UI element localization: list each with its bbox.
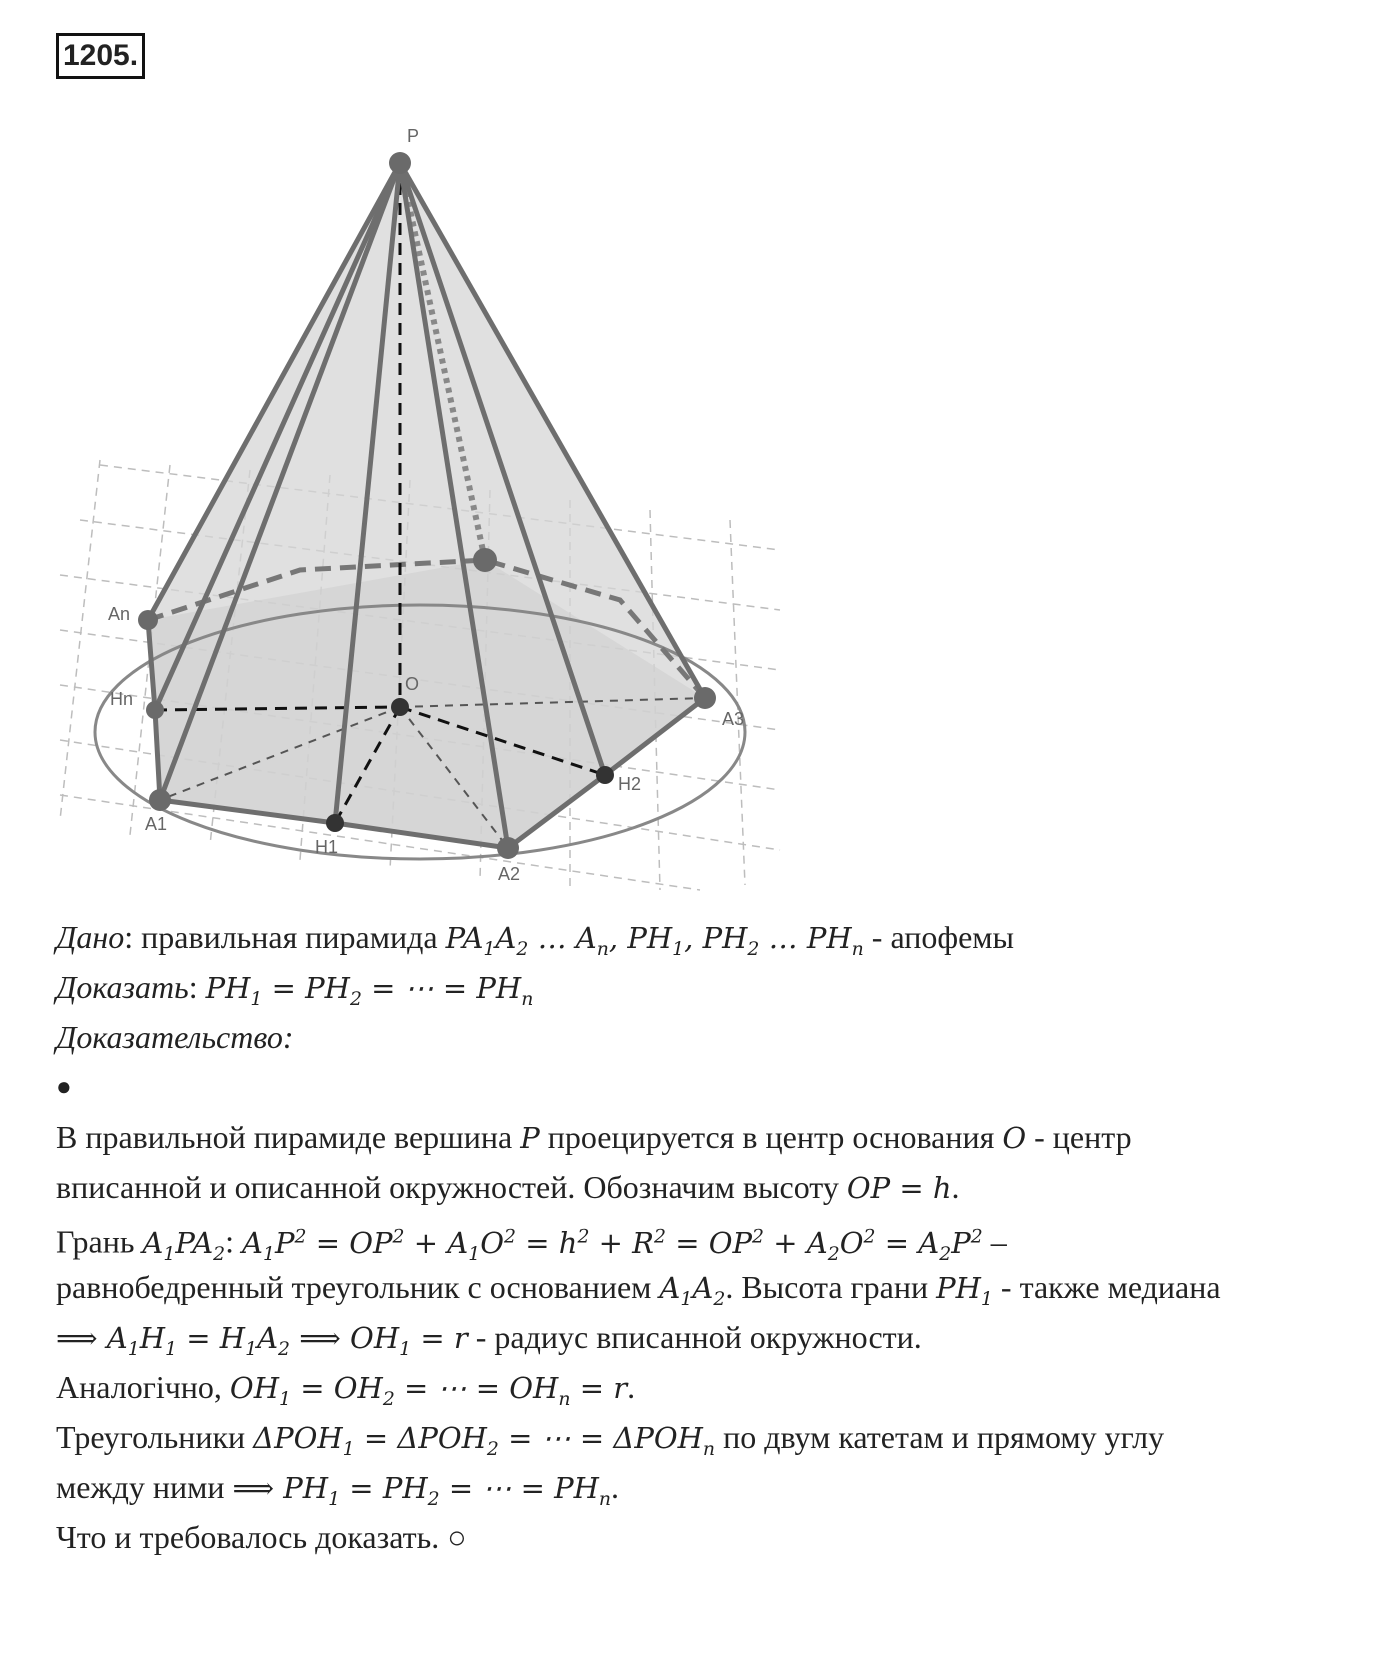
given-apothems: - апофемы — [863, 919, 1015, 955]
proof-line-9: Что и требовалось доказать. ○ — [56, 1519, 467, 1555]
point-h2 — [596, 766, 614, 784]
label-an: An — [108, 604, 131, 624]
point-o — [391, 698, 409, 716]
label-p: P — [407, 126, 420, 146]
label-h1: H1 — [315, 837, 339, 857]
label-o: O — [405, 674, 420, 694]
label-hn: Hn — [110, 689, 134, 709]
bullet: ● — [56, 1072, 72, 1101]
point-an — [138, 610, 158, 630]
proof-line-5: ⟹ $A_1H_1 = H_1A_2$ ⟹ $OH_1 = r$ - радиус вписанной окружности. — [56, 1319, 922, 1360]
given-text: : правильная пирамида — [124, 919, 446, 955]
point-hn — [146, 701, 164, 719]
problem-number: 1205. — [56, 33, 145, 79]
label-h2: H2 — [618, 774, 642, 794]
point-p — [389, 152, 411, 174]
point-h1 — [326, 814, 344, 832]
end-mark: ○ — [447, 1519, 467, 1555]
proof-line-8: между ними ⟹ $PH_1 = PH_2$ = ⋯ = $PH_n$. — [56, 1469, 620, 1510]
prove-label: Доказать — [56, 969, 189, 1005]
point-a3 — [694, 687, 716, 709]
label-a1: A1 — [145, 814, 168, 834]
given-label: Дано — [56, 919, 125, 955]
proof-line-1: В правильной пирамиде вершина P проецируется в центр основания O - центр — [56, 1119, 1132, 1155]
proof-line-6: Аналогічно, $OH_1 = OH_2$ = ⋯ = $OH_n = r$. — [56, 1369, 636, 1410]
given-line: Дано: правильная пирамида $PA_1A_2$ … $A_n$, $PH_1$, $PH_2$ … $PH_n$ - апофемы — [56, 919, 1015, 960]
proof-label: Доказательство: — [56, 1019, 294, 1055]
proof-line-7: Треугольники $\Delta POH_1 = \Delta POH_2$ = ⋯ = $\Delta POH_n$ по двум катетам и прямому углу — [56, 1419, 1165, 1460]
proof-line-3: Грань $A_1PA_2$: $A_1P^2 = OP^2 + A_1O^2 = h^2 + R^2 = OP^2 + A_2O^2 = A_2P^2$ – — [56, 1223, 1007, 1265]
point-a2 — [497, 837, 519, 859]
proof-line-4: равнобедренный треугольник с основанием $A_1A_2$. Высота грани $PH_1$ - также медиана — [56, 1269, 1221, 1310]
pyramid-figure — [0, 120, 860, 960]
label-a2: A2 — [498, 864, 521, 884]
prove-line: Доказать: $PH_1 = PH_2$ = ⋯ = $PH_n$ — [56, 969, 534, 1010]
solution-text — [56, 912, 1380, 1562]
point-a1 — [149, 789, 171, 811]
label-a3: A3 — [722, 709, 745, 729]
point-back — [473, 548, 497, 572]
proof-line-2: вписанной и описанной окружностей. Обозначим высоту OP = h. — [56, 1169, 960, 1205]
